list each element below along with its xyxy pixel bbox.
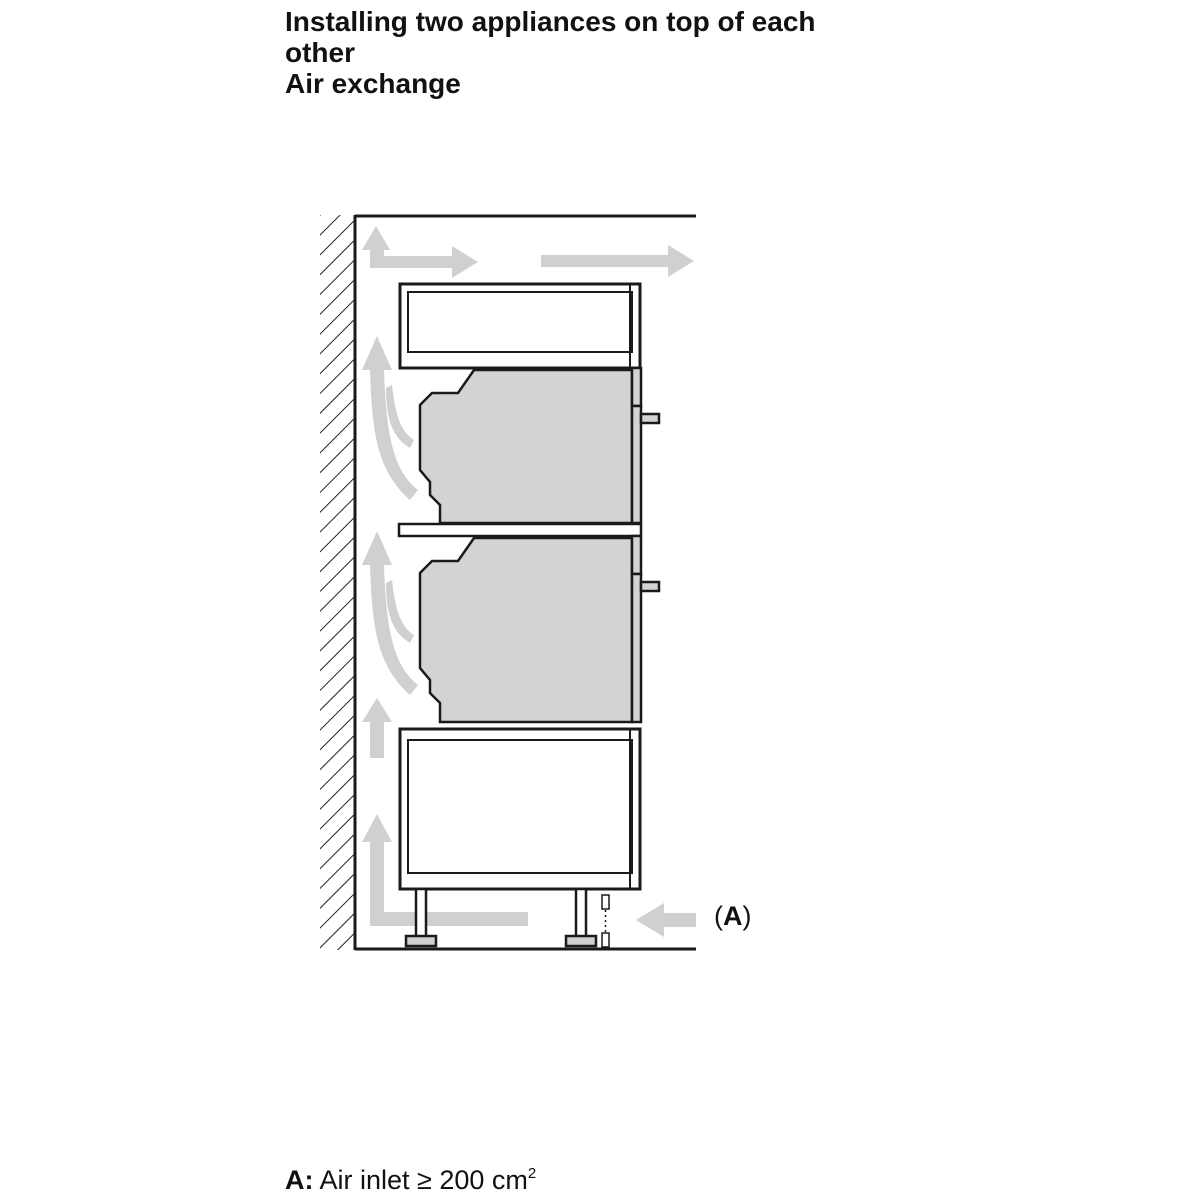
caption-superscript: 2: [527, 1165, 537, 1182]
top-cabinet: [400, 284, 640, 368]
airflow-arrow-mid-up: [362, 698, 392, 758]
label-a-open: (: [714, 901, 723, 931]
plinth-vent: [602, 895, 609, 947]
title-line-3: Air exchange: [285, 68, 461, 99]
title-line-2: other: [285, 37, 355, 68]
middle-shelf: [399, 524, 641, 536]
caption-key: A:: [285, 1165, 314, 1195]
airflow-arrow-inlet: [636, 903, 696, 937]
caption: [285, 1158, 536, 1196]
label-a-close: ): [742, 901, 752, 931]
airflow-arrow-top-right: [541, 245, 694, 277]
wall-hatching: [320, 215, 354, 950]
label-a: [714, 900, 752, 932]
lower-appliance: [420, 536, 659, 722]
label-a-letter: A: [723, 901, 743, 931]
base-cabinet: [400, 729, 640, 889]
title-line-1: Installing two appliances on top of each: [285, 6, 816, 37]
caption-text: Air inlet ≥ 200 cm: [319, 1165, 528, 1195]
upper-appliance: [420, 368, 659, 523]
